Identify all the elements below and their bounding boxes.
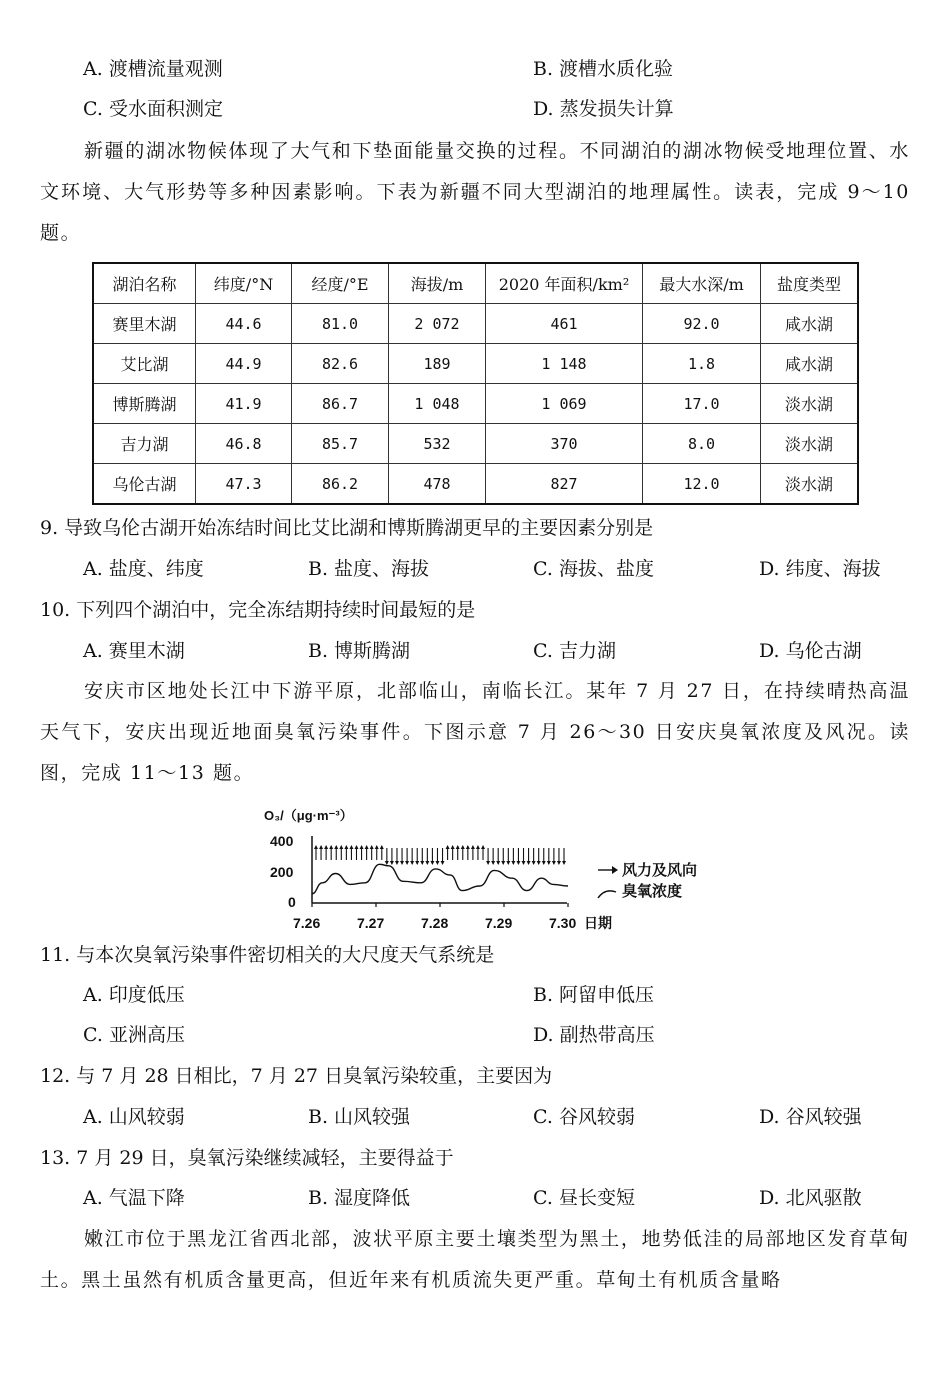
chart-xlabel: 日期 — [584, 915, 612, 931]
wind-arrow — [456, 845, 460, 860]
table-header-cell: 湖泊名称 — [93, 263, 196, 304]
intro-paragraph-11-13: 安庆市区地处长江中下游平原，北部临山，南临长江。某年 7 月 27 日，在持续晴热高温天气下，安庆出现近地面臭氧污染事件。下图示意 7 月 26～30 日安庆臭氧浓度及风况。读图，完成 11～13 题。 — [40, 680, 910, 784]
wind-arrow — [385, 848, 389, 865]
table-row — [93, 384, 858, 424]
q8-option-b[interactable]: B. 渡槽水质化验 — [533, 58, 674, 80]
wind-arrow — [410, 848, 414, 865]
lake-attribute-table — [92, 262, 859, 505]
table-cell: 淡水湖 — [761, 384, 859, 424]
table-cell: 乌伦古湖 — [93, 464, 196, 505]
q8-option-a[interactable]: A. 渡槽流量观测 — [83, 58, 223, 80]
q12-option-d[interactable]: D. 谷风较强 — [759, 1106, 862, 1128]
chart-ytick: 0 — [288, 894, 296, 910]
q11-options-row1 — [83, 982, 913, 1008]
wind-arrow — [370, 845, 374, 860]
wind-arrow — [557, 848, 561, 865]
wind-arrow — [476, 845, 480, 860]
question-12-stem: 12. 与 7 月 28 日相比，7 月 27 日臭氧污染较重，主要因为 — [40, 1065, 553, 1087]
wind-arrow — [532, 848, 536, 865]
table-header-row — [93, 263, 858, 304]
intro-paragraph-9-10: 新疆的湖冰物候体现了大气和下垫面能量交换的过程。不同湖泊的湖冰物候受地理位置、水文环境、大气形势等多种因素影响。下表为新疆不同大型湖泊的地理属性。读表，完成 9～10 题。 — [40, 140, 910, 244]
q10-options — [83, 638, 913, 664]
wind-arrow — [527, 848, 531, 865]
table-cell: 1.8 — [643, 344, 761, 384]
q12-options — [83, 1104, 913, 1130]
table-cell: 淡水湖 — [761, 424, 859, 464]
chart-ytick: 200 — [270, 864, 294, 880]
q10-option-c[interactable]: C. 吉力湖 — [533, 640, 616, 662]
table-cell: 189 — [389, 344, 486, 384]
q9-option-c[interactable]: C. 海拔、盐度 — [533, 558, 654, 580]
table-cell: 1 048 — [389, 384, 486, 424]
wind-arrow — [537, 848, 541, 865]
wind-arrow — [542, 848, 546, 865]
table-header-cell: 2020 年面积/km² — [486, 263, 643, 304]
wind-arrow — [441, 848, 445, 865]
wind-arrow — [349, 845, 353, 860]
table-cell: 81.0 — [292, 304, 389, 344]
table-cell: 咸水湖 — [761, 344, 859, 384]
q8-options-row1 — [83, 56, 913, 82]
question-9-stem: 9. 导致乌伦古湖开始冻结时间比艾比湖和博斯腾湖更早的主要因素分别是 — [40, 517, 654, 539]
wind-arrow — [435, 848, 439, 865]
wind-arrow — [481, 845, 485, 860]
wind-arrow — [334, 845, 338, 860]
q11-options-row2 — [83, 1022, 913, 1048]
wind-arrow — [319, 845, 323, 860]
table-cell: 532 — [389, 424, 486, 464]
chart-xtick: 7.28 — [421, 915, 449, 931]
table-row — [93, 464, 858, 505]
table-row — [93, 304, 858, 344]
q11-option-a[interactable]: A. 印度低压 — [83, 984, 185, 1006]
table-cell: 461 — [486, 304, 643, 344]
table-cell: 1 069 — [486, 384, 643, 424]
table-cell: 17.0 — [643, 384, 761, 424]
wind-arrow — [360, 845, 364, 860]
wind-arrow — [486, 848, 490, 865]
table-cell: 吉力湖 — [93, 424, 196, 464]
wind-arrow — [344, 845, 348, 860]
wind-arrow — [491, 848, 495, 865]
q13-option-b[interactable]: B. 湿度降低 — [308, 1187, 411, 1209]
q9-options — [83, 556, 913, 582]
q9-option-a[interactable]: A. 盐度、纬度 — [83, 558, 204, 580]
q8-option-c[interactable]: C. 受水面积测定 — [83, 98, 223, 120]
wind-arrow — [354, 845, 358, 860]
wind-arrow — [511, 848, 515, 865]
table-cell: 12.0 — [643, 464, 761, 505]
wind-arrow — [339, 845, 343, 860]
wind-arrow — [496, 848, 500, 865]
q8-options-row2 — [83, 96, 913, 122]
wind-arrow — [329, 845, 333, 860]
wind-arrow — [547, 848, 551, 865]
wind-arrow — [324, 845, 328, 860]
q11-option-c[interactable]: C. 亚洲高压 — [83, 1024, 185, 1046]
table-cell: 41.9 — [196, 384, 292, 424]
wind-arrow — [314, 845, 318, 860]
ozone-line — [312, 864, 568, 893]
table-header-cell: 盐度类型 — [761, 263, 859, 304]
q10-option-b[interactable]: B. 博斯腾湖 — [308, 640, 411, 662]
chart-xtick: 7.29 — [485, 915, 513, 931]
q12-option-c[interactable]: C. 谷风较弱 — [533, 1106, 635, 1128]
chart-ylabel: O₃/（μg·m⁻³） — [264, 808, 353, 823]
q9-option-d[interactable]: D. 纬度、海拔 — [759, 558, 881, 580]
wind-arrow — [461, 845, 465, 860]
wind-arrow — [430, 848, 434, 865]
q13-option-a[interactable]: A. 气温下降 — [83, 1187, 185, 1209]
wind-arrow — [466, 845, 470, 860]
table-cell: 44.6 — [196, 304, 292, 344]
table-header-cell: 纬度/°N — [196, 263, 292, 304]
wind-arrow — [506, 848, 510, 865]
table-cell: 咸水湖 — [761, 304, 859, 344]
wind-arrow — [516, 848, 520, 865]
table-header-cell: 最大水深/m — [643, 263, 761, 304]
intro-paragraph-next: 嫩江市位于黑龙江省西北部，波状平原主要土壤类型为黑土，地势低洼的局部地区发育草甸土。黑土虽然有机质含量更高，但近年来有机质流失更严重。草甸土有机质含量略 — [40, 1228, 910, 1291]
q13-option-d[interactable]: D. 北风驱散 — [759, 1187, 862, 1209]
table-cell: 博斯腾湖 — [93, 384, 196, 424]
chart-ytick: 400 — [270, 833, 294, 849]
table-cell: 赛里木湖 — [93, 304, 196, 344]
legend-wind-label: 风力及风向 — [622, 862, 698, 879]
ozone-chart — [262, 800, 732, 940]
table-cell: 46.8 — [196, 424, 292, 464]
legend-ozone-label: 臭氧浓度 — [622, 883, 683, 900]
q12-option-b[interactable]: B. 山风较强 — [308, 1106, 411, 1128]
q11-option-b[interactable]: B. 阿留申低压 — [533, 984, 655, 1006]
table-cell: 1 148 — [486, 344, 643, 384]
table-row — [93, 344, 858, 384]
wind-arrow — [390, 848, 394, 865]
wind-arrow — [552, 848, 556, 865]
q11-option-d[interactable]: D. 副热带高压 — [533, 1024, 655, 1046]
table-cell: 艾比湖 — [93, 344, 196, 384]
wind-arrow — [405, 848, 409, 865]
wind-arrow — [451, 845, 455, 860]
wind-arrow — [420, 848, 424, 865]
wind-arrow — [400, 848, 404, 865]
q9-option-b[interactable]: B. 盐度、海拔 — [308, 558, 430, 580]
table-header-cell: 经度/°E — [292, 263, 389, 304]
legend-ozone-line-icon — [598, 891, 616, 898]
wind-arrow — [380, 845, 384, 860]
table-cell: 47.3 — [196, 464, 292, 505]
q13-option-c[interactable]: C. 昼长变短 — [533, 1187, 635, 1209]
q8-option-d[interactable]: D. 蒸发损失计算 — [533, 98, 674, 120]
q10-option-d[interactable]: D. 乌伦古湖 — [759, 640, 862, 662]
wind-arrow — [375, 845, 379, 860]
chart-xtick: 7.27 — [357, 915, 385, 931]
table-cell: 370 — [486, 424, 643, 464]
table-cell: 86.7 — [292, 384, 389, 424]
wind-arrow — [501, 848, 505, 865]
table-cell: 44.9 — [196, 344, 292, 384]
wind-arrow — [415, 848, 419, 865]
wind-arrow — [365, 845, 369, 860]
chart-xtick: 7.26 — [293, 915, 321, 931]
table-header-cell: 海拔/m — [389, 263, 486, 304]
table-cell: 82.6 — [292, 344, 389, 384]
wind-arrow — [471, 845, 475, 860]
q12-option-a[interactable]: A. 山风较弱 — [83, 1106, 185, 1128]
table-cell: 2 072 — [389, 304, 486, 344]
legend-wind-arrowhead-icon — [612, 866, 618, 874]
table-row — [93, 424, 858, 464]
question-11-stem: 11. 与本次臭氧污染事件密切相关的大尺度天气系统是 — [40, 944, 495, 966]
table-cell: 92.0 — [643, 304, 761, 344]
table-cell: 478 — [389, 464, 486, 505]
q13-options — [83, 1185, 913, 1211]
wind-arrow — [562, 848, 566, 865]
table-cell: 淡水湖 — [761, 464, 859, 505]
wind-arrow — [522, 848, 526, 865]
question-10-stem: 10. 下列四个湖泊中，完全冻结期持续时间最短的是 — [40, 599, 476, 621]
table-cell: 827 — [486, 464, 643, 505]
table-cell: 85.7 — [292, 424, 389, 464]
chart-xtick: 7.30 — [549, 915, 577, 931]
wind-arrows — [314, 845, 566, 865]
table-cell: 8.0 — [643, 424, 761, 464]
question-13-stem: 13. 7 月 29 日，臭氧污染继续减轻，主要得益于 — [40, 1147, 454, 1169]
table-cell: 86.2 — [292, 464, 389, 505]
wind-arrow — [395, 848, 399, 865]
wind-arrow — [446, 845, 450, 860]
wind-arrow — [425, 848, 429, 865]
q10-option-a[interactable]: A. 赛里木湖 — [83, 640, 185, 662]
